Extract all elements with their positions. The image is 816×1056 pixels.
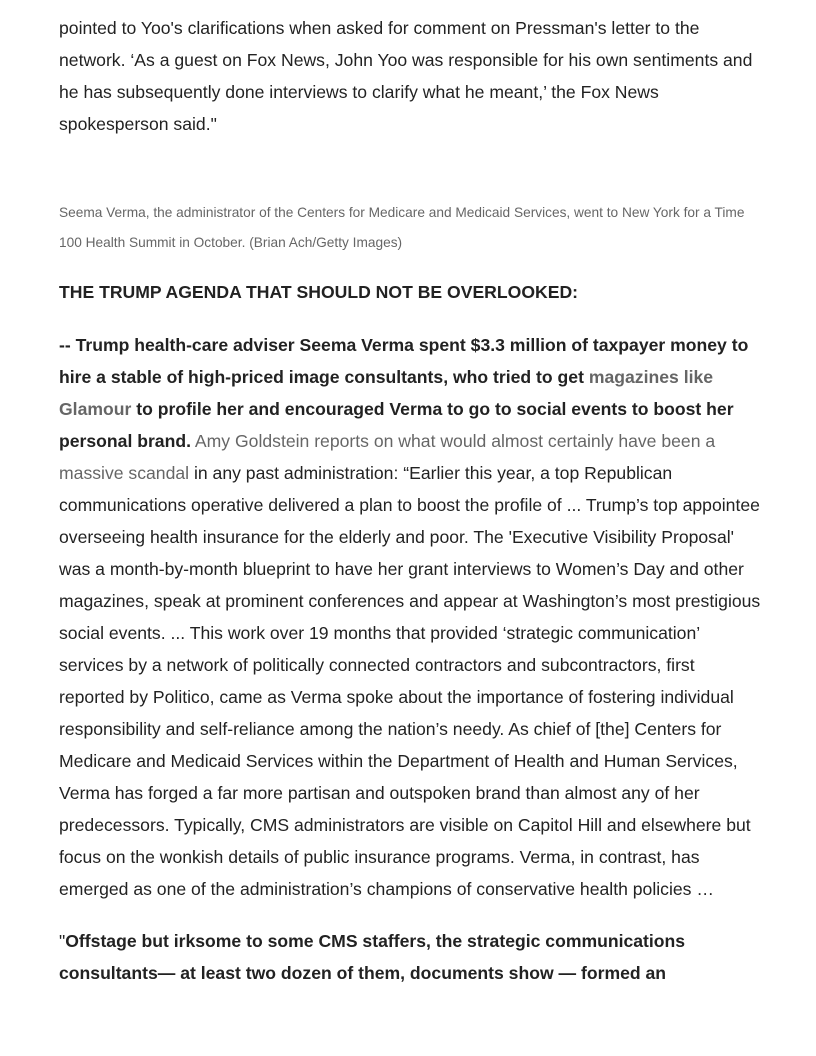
bold-lead-text-continued: to profile her and encouraged Verma to go to social events to boost her personal brand. [59, 399, 734, 451]
bold-quote-text: Offstage but irksome to some CMS staffers, the strategic communications consultants— at least two dozen of them, documents show — formed an [59, 931, 686, 983]
body-paragraph-fox-news: pointed to Yoo's clarifications when asked for comment on Pressman's letter to the network. ‘As a guest on Fox News, John Yoo was responsible for his own sentiments and he has subsequently done interviews to clarify what he meant,’ the Fox News spokesperson said." [59, 18, 753, 134]
glamour-link[interactable]: magazines like Glamour [59, 367, 714, 419]
body-paragraph-offstage [59, 925, 764, 989]
body-paragraph-verma [59, 329, 764, 905]
body-text: in any past administration: “Earlier this year, a top Republican communications operative delivered a plan to boost the profile of ... Trump’s top appointee overseeing health insurance for the elderly and poor. The 'Executive Visibility Proposal' was a month-by-month blueprint to have her grant interviews to Women’s Day and other magazines, speak at prominent conferences and appear at Washington’s most prestigious social events. ... This work over 19 months that provided ‘strategic communication’ services by a network of politically connected contractors and subcontractors, first reported by Politico, came as Verma spoke about the importance of fostering individual responsibility and self-reliance among the nation’s needy. As chief of [the] Centers for Medicare and Medicaid Services within the Department of Health and Human Services, Verma has forged a far more partisan and outspoken brand than almost any of her predecessors. Typically, CMS administrators are visible on Capitol Hill and elsewhere but focus on the wonkish details of public insurance programs. Verma, in contrast, has emerged as one of the administration’s champions of conservative health policies … [59, 463, 761, 899]
photo-caption: Seema Verma, the administrator of the Centers for Medicare and Medicaid Services, went to New York for a Time 100 Health Summit in October. (Brian Ach/Getty Images) [59, 205, 745, 250]
open-quote: " [59, 931, 66, 951]
section-heading: THE TRUMP AGENDA THAT SHOULD NOT BE OVERLOOKED: [59, 282, 579, 302]
goldstein-report-link[interactable]: Amy Goldstein reports on what would almost certainly have been a massive scandal [59, 431, 716, 483]
bold-lead-text: -- Trump health-care adviser Seema Verma spent $3.3 million of taxpayer money to hire a stable of high-priced image consultants, who tried to get [59, 335, 749, 387]
article-page [59, 12, 764, 989]
